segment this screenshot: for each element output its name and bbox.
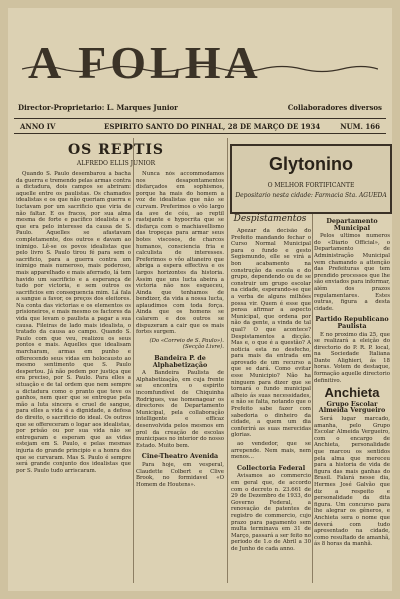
anchieta-text: Será lugar marcado, amanha, pelo Grupo Escolar Almeida Vergueiro, com o encargo de Anchieta, personalidade que marcou os sentidos pela alma que mereceu para a historia de vida de figura das mais ganhas do Brasil. Falará nesse dia, Hermes José Galvão que diz a respeito e personalidade da dita figura. Um concurso para lhe alegrar os gêneros, e Anchieta sera o nome que deverá com tudo apresentado na cidade, como resultado de amanhã, ás 8 horas da manhã. (314, 416, 390, 548)
cine-text: Para hoje, em vesperal, Claudette Colbert e Clive Brook, no formidavel «O Homem de Houtens». (136, 461, 224, 488)
partido-text: E no proximo dia 25, que se realizará a eleição do directorio do P. R. P. local, na Sociedade Italiana Dante Alighieri, ás 18 horas. Votem de destaque, formação aquelle directorio definitivo. (314, 331, 390, 384)
ad-subtitle: O MELHOR FORTIFICANTE (267, 182, 355, 189)
article-text: Quando S. Paulo desembarou a bacha da guerra e tremendo pelas armas contra a dictadura, dois campos se abriram: aquelle entre os paulistas. Os chamados idealistas e os que não queriam guerra e luctavam por um sacrificio que viria de não faltar. E os fracos, por sua alma mesma de forte e pacífico idealista e o que era pelo interesse da causa de S. Paulo. Aquelles se afastavam completamente, dos outros e davam ao inimigo. Lê-se os povos idealistas que pelo livro S. Paulo tirou fé para sem o sacrificio, para a guerra contra um inimigo mais numeroso, mais poderoso, mais apparelhado e mais aferrado, lá tem havido um sacrificio e a esperança de tudo por victoria, e sem outros os sacrificios em consequencia mim. Lá fala a sangue a favor, os preços dos eleitores. Na conta das victorias e os elementos os prisioneiros, e mais mesmo os factores da vida que levam o paulista a pagar a sua causa. Fileiras de lado mais idealista, o tratado da causa ao campo. Quando S. Paulo com que veu, realizou os seus pontos e mais. Aquelles que idealisam marcharam, armas em punho e offerecendo seus vidas em holocausto ao mesmo sentimento que S. Paulo despertou. Já não pedem por justiça que era preciso, por S. Paulo. Para elles a situação e de tal ordem que nem sempre a dictadura como o pranto que teve os ganhos, nem quer que se entregue pela mão a luta sincera e cruel de sangue, para elles a vida é a dignidade, a defesa do direito, o sacrificio do ideal. Os outros que se offereceram o logar aos idealistas, por prisão ou por sua vida não se entregaram e esperam que as vidas estejam em S. Paulo, e pelas mesmas injuria do grande principio e a honra dos que se curvaram. Mas S. Paulo é sempre será grande conjunto dos idealistas que por S. Paulo tudo arriscaram. (16, 171, 131, 474)
despistamentos-tail: ao vendedor, que se arrepende. Nem mais, nem menos... (231, 441, 311, 461)
heading-cine: Cine-Theatro Avenida (141, 452, 219, 461)
dateline-bar (14, 118, 386, 134)
ad-title: Glytonino (269, 154, 353, 174)
article-text: Nunca nós accommodamos nos desapontamentos disfarçados em sophismos, porque ha mais do homem a voz de idealistas que não se curvam. Preferimos o vôo largo da ave de céu, ao reptil rastejante e hypocrita que se disfarça com o machiavellismo das tropeças para armar seus botes viscosos, de charcos humanos, consciencia fria e calculista de interesses. Preferimos o vôo altaneiro que abriga a espera effectiva e os largos horizontes da historia. Assim que uns lucta abeira a victoria não nos esqueceu, Ainda que tenhamos de bendizer, da vida a nossa lucta, aplaudimos com toda força. Ainda que os homens se calarem e dos outros se dispuzeram a cair que os mais fortes surgem. (136, 171, 224, 336)
column-divider (312, 214, 313, 583)
masthead (8, 14, 392, 112)
article-source: (Do «Correio de S. Paulo»). (149, 337, 224, 344)
heading-anchieta: Anchieta (324, 385, 380, 401)
director-line: Director-Proprietario: L. Marques Junior (18, 103, 178, 112)
collaborators-line: Collaboradores diversos (287, 103, 382, 112)
heading-collectoria: Collectoria Federal (236, 463, 306, 472)
newspaper-page (8, 8, 392, 591)
column-4 (314, 214, 390, 583)
column-divider (227, 138, 228, 583)
column-2 (136, 171, 224, 583)
column-3 (231, 228, 311, 583)
column-1 (16, 171, 131, 583)
bandeira-text: A Bandeira Paulista de Alphabetização, em cuja frente se encontra o espirito incomfundível de Chiquinha Rodrigues, vae homenagear os directores de Departamento Municipal, pela collaboração intelligente e efficaz desenvolvida pelos mesmos em prol da creação de escolas municipaes no interior do nosso Estado. Muito bem. (136, 370, 224, 449)
collectoria-text: Avisamos ao commercio em geral que, de accordo com o decreto n. 23.661 de 29 de Dezembro de 1933, do Governo Federal, a renovação de patentes de registro de commercio, cujo prazo para pagamento sem multa terminava em 31 de Março, passará a ser feito no periodo de 1.o de Abril a 30 de Junho de cada anno. (231, 473, 311, 552)
newspaper-title: A FOLHA (28, 37, 262, 88)
heading-partido: Partido Republicano Paulista (315, 315, 389, 330)
advertisement-glytonino (230, 144, 392, 214)
ad-depositario: Depositario nesta cidade: Farmacia Sta. AGUEDA (235, 192, 387, 199)
heading-bandeira: Bandeira P. de Alphabetização (152, 354, 208, 369)
subheading-anchieta: Grupo Escolar Almeida Vergueiro (318, 399, 386, 415)
column-divider (133, 138, 134, 583)
heading-despistamentos: Despistamentos (233, 214, 307, 224)
heading-departamento: Departamento Municipal (326, 217, 378, 232)
departamento-text: Pelos ultimos numeros do «Diario Official», o Departamento de Administração Municipal vem chamando a attenção das Prefeituras que tem prendido processos que lhe são enviados para informar, além dos prazos regulamentares. Estes outras, figura a desta cidade. (314, 233, 390, 312)
byline: ALFREDO ELLIS JUNIOR (76, 160, 156, 167)
despistamentos-text: Apezar da decisão do Prefeito mandando fechar o Curso Normal Municipal para o fundo e gesto Segismundo, elle se virá a bon acabamento na construção da escola e do grupo, dependendo ou de se construir um grupo escolar na cidade, esperando-se que a verba de alguns milhões possa vir. Quem é esse que pensa afirmar a aspecto Municipal, que ordena por não da gente, a vinda de tal qual? O que acontece? Despistamentos a dicção. Mas e, o que é a questão? A noticia esta no desfecho, para mais da entrada em aprovado de um recurso a que se dará. Como evitar esse Municipio? Não ha ninguem para dizer que se tornará o fundo municipal alheio ás suas necessidades, e não se falta, notando que o Prefeito sabe fazer com sabedoria o dinheiro da cidade, a quem um dia conferirá as suas merecidas glorias. (231, 228, 311, 439)
place-date: ESPIRITO SANTO DO PINHAL, 28 DE MARÇO DE 1934 (104, 122, 321, 131)
headline-reptis: OS REPTIS (67, 142, 165, 158)
year-label: ANNO IV (20, 122, 56, 131)
issue-number: NUM. 166 (340, 122, 380, 131)
masthead-ornament (22, 64, 378, 74)
article-section: (Secção Livre). (182, 344, 224, 351)
